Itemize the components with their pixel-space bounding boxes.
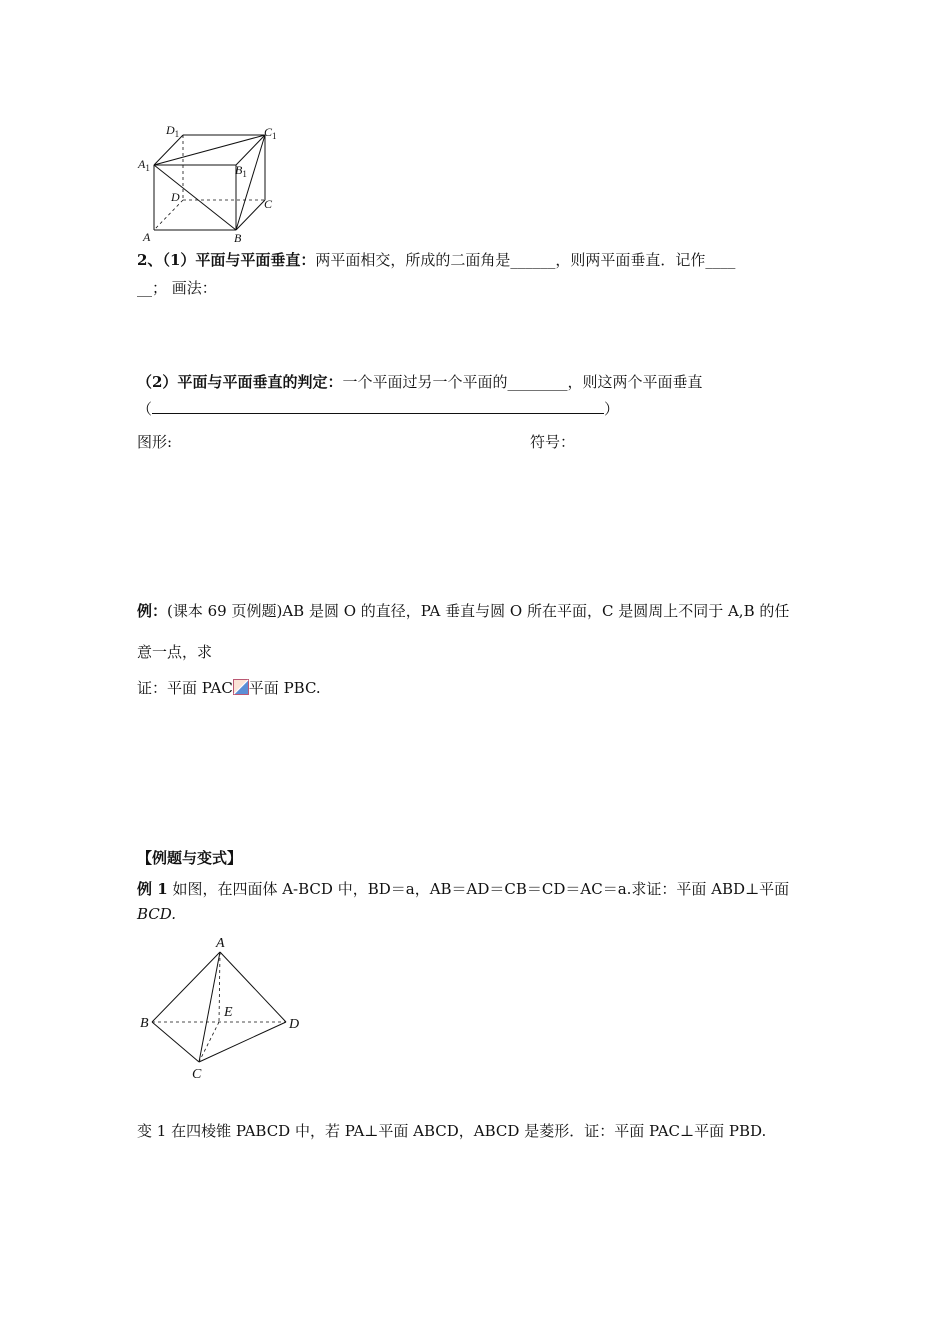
example-label: 例： xyxy=(137,602,168,620)
label-d: D xyxy=(171,190,180,204)
example-line2: 意一点，求 xyxy=(137,643,213,661)
label-e: E xyxy=(224,1005,233,1020)
label-a1: A xyxy=(138,157,146,171)
ex1-label: 例 1 xyxy=(137,880,168,898)
tetrahedron-figure xyxy=(132,932,312,1082)
label-b: B xyxy=(140,1016,149,1031)
paren-open: （ xyxy=(137,400,153,418)
ex1-text: 如图，在四面体 A-BCD 中，BD＝a，AB＝AD＝CB＝CD＝AC＝a.求证：平面 ABD⊥平面 xyxy=(172,880,790,898)
section2-part2 xyxy=(137,371,702,392)
symbol-label: 符号： xyxy=(530,433,576,451)
part1-label: （1）平面与平面垂直： xyxy=(162,251,316,269)
figure-label: 图形: xyxy=(137,433,173,451)
part2-label: （2）平面与平面垂直的判定： xyxy=(137,373,343,391)
perpendicular-image-icon xyxy=(233,679,249,695)
cube-figure xyxy=(130,118,290,248)
part1-text: 两平面相交，所成的二面角是______，则两平面垂直．记作____ xyxy=(315,251,736,269)
example-line1 xyxy=(137,600,789,621)
section2-part1 xyxy=(137,249,735,270)
paren-close: ） xyxy=(604,400,620,418)
part1-line2: __； 画法： xyxy=(137,279,217,297)
label-b1: B xyxy=(235,163,243,177)
svg-text:A1: $A_1$ xyxy=(138,157,150,173)
svg-text:D1: $D_1$ xyxy=(166,123,180,139)
blank-line xyxy=(152,401,604,414)
label-d: D xyxy=(289,1017,300,1032)
label-c: C xyxy=(192,1067,202,1082)
label-a: A xyxy=(216,936,225,951)
part2-paren-line xyxy=(137,398,619,419)
label-c: C xyxy=(264,197,273,211)
variants-heading: 【例题与变式】 xyxy=(137,849,243,867)
label-a: A xyxy=(143,230,151,244)
svg-text:C1: $C_1$ xyxy=(264,125,277,141)
variant1-text: 变 1 在四棱锥 PABCD 中，若 PA⊥平面 ABCD，ABCD 是菱形．证：平面 PAC⊥平面 PBD. xyxy=(137,1122,767,1140)
part2-text: 一个平面过另一个平面的________，则这两个平面垂直 xyxy=(342,373,703,391)
example-text: (课本 69 页例题)AB 是圆 O 的直径，PA 垂直与圆 O 所在平面，C 是圆周上不同于 A,B 的任 xyxy=(167,602,790,620)
label-d1: D xyxy=(166,123,175,137)
label-b: B xyxy=(234,231,242,245)
svg-text:B1: $B_1$ xyxy=(235,163,247,179)
section-number: 2、 xyxy=(137,251,163,269)
ex1-line2: BCD. xyxy=(137,905,177,923)
example-line3: 证：平面 PAC 平面 PBC. xyxy=(137,679,321,697)
ex1-line1 xyxy=(137,878,789,899)
label-c1: C xyxy=(264,125,273,139)
